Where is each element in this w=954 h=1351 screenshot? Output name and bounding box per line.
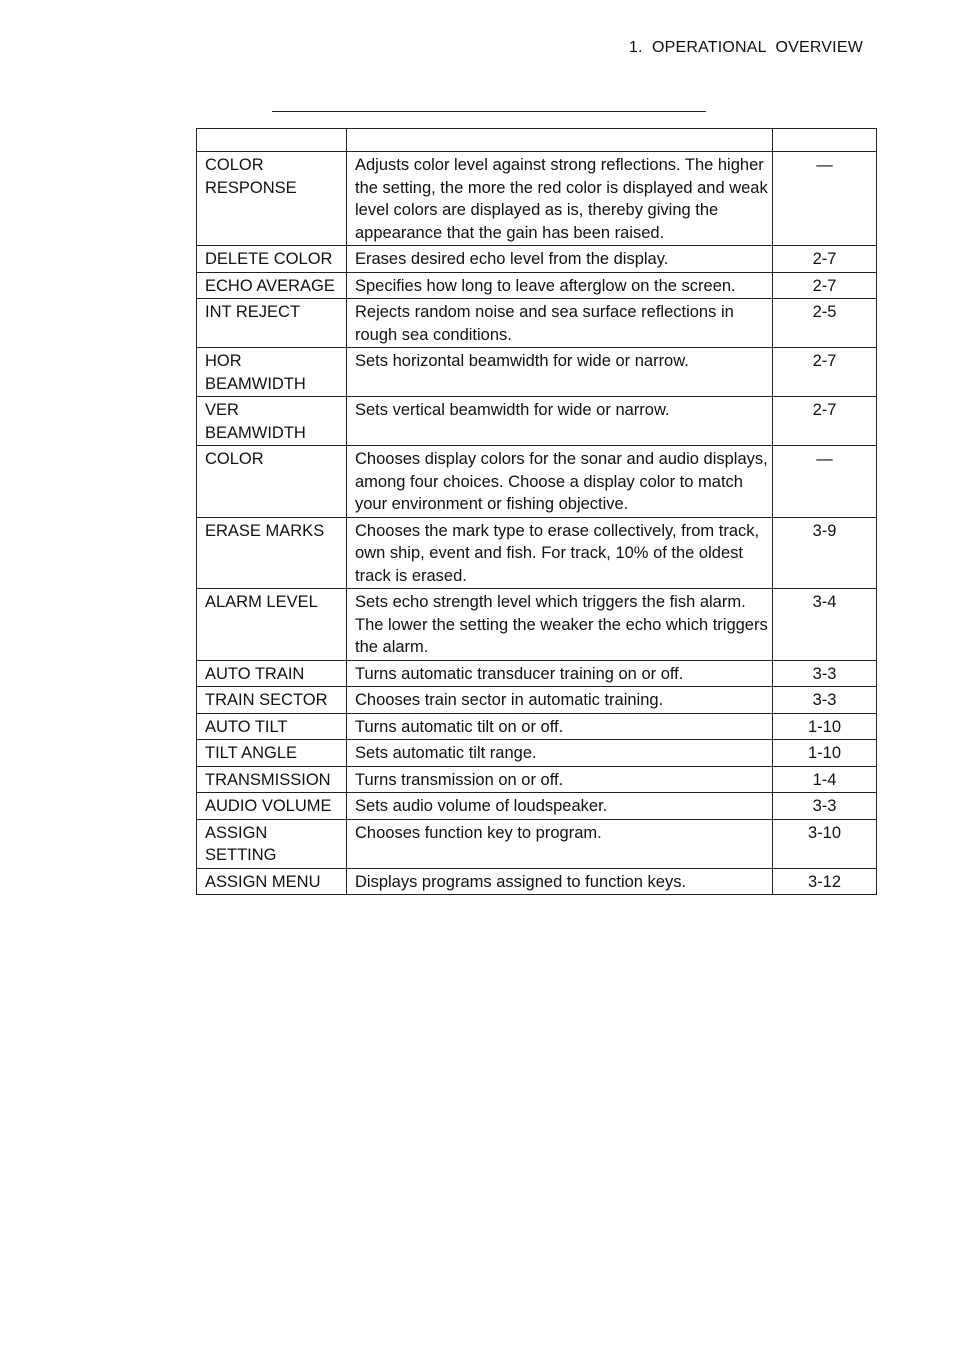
table-row — [197, 589, 877, 661]
menu-item-name: AUTO TILT — [197, 713, 347, 740]
running-header: 1. OPERATIONAL OVERVIEW — [628, 39, 863, 56]
table-row — [197, 397, 877, 446]
menu-item-name: ASSIGN MENU — [197, 868, 347, 895]
page-reference: 2-7 — [773, 397, 877, 446]
menu-description-table — [196, 128, 877, 895]
page-reference: 1-10 — [773, 713, 877, 740]
table-row — [197, 660, 877, 687]
menu-item-description: Turns automatic transducer training on or off. — [347, 660, 773, 687]
menu-item-description: Sets vertical beamwidth for wide or narrow. — [347, 397, 773, 446]
menu-item-description: Turns automatic tilt on or off. — [347, 713, 773, 740]
table-row — [197, 446, 877, 518]
page-reference: 1-4 — [773, 766, 877, 793]
page-reference: 2-5 — [773, 299, 877, 348]
menu-item-name: HOR BEAMWIDTH — [197, 348, 347, 397]
menu-item-description: Displays programs assigned to function keys. — [347, 868, 773, 895]
menu-item-description: Sets horizontal beamwidth for wide or narrow. — [347, 348, 773, 397]
table-row — [197, 517, 877, 589]
menu-item-name: ALARM LEVEL — [197, 589, 347, 661]
page-reference: 3-3 — [773, 660, 877, 687]
header-cell-page — [773, 129, 877, 152]
menu-item-name: DELETE COLOR — [197, 246, 347, 273]
page-reference: 3-3 — [773, 687, 877, 714]
table-row — [197, 246, 877, 273]
table-row — [197, 272, 877, 299]
page-reference: 1-10 — [773, 740, 877, 767]
menu-item-name: ECHO AVERAGE — [197, 272, 347, 299]
table-header-row — [197, 129, 877, 152]
menu-item-description: Chooses train sector in automatic training. — [347, 687, 773, 714]
page-reference: 2-7 — [773, 246, 877, 273]
menu-item-description: Chooses the mark type to erase collectively, from track, own ship, event and fish. For track, 10% of the oldest track is erased. — [347, 517, 773, 589]
page-reference: 3-4 — [773, 589, 877, 661]
table-row — [197, 299, 877, 348]
menu-item-name: COLOR — [197, 446, 347, 518]
page-reference: 2-7 — [773, 348, 877, 397]
page-reference: 3-9 — [773, 517, 877, 589]
table-row — [197, 740, 877, 767]
table-row — [197, 793, 877, 820]
table-row — [197, 868, 877, 895]
menu-item-name: TILT ANGLE — [197, 740, 347, 767]
menu-item-name: ASSIGN SETTING — [197, 819, 347, 868]
menu-item-description: Sets audio volume of loudspeaker. — [347, 793, 773, 820]
menu-item-name: TRANSMISSION — [197, 766, 347, 793]
header-cell-item — [197, 129, 347, 152]
header-cell-description — [347, 129, 773, 152]
table-row — [197, 152, 877, 246]
page-reference: 2-7 — [773, 272, 877, 299]
menu-item-description: Chooses display colors for the sonar and audio displays, among four choices. Choose a display color to match your environment or fishing objective. — [347, 446, 773, 518]
page-reference: — — [773, 446, 877, 518]
menu-item-description: Specifies how long to leave afterglow on the screen. — [347, 272, 773, 299]
table-row — [197, 713, 877, 740]
menu-item-name: AUTO TRAIN — [197, 660, 347, 687]
table-row — [197, 819, 877, 868]
table-row — [197, 687, 877, 714]
page-reference: 3-3 — [773, 793, 877, 820]
menu-item-description: Rejects random noise and sea surface reflections in rough sea conditions. — [347, 299, 773, 348]
menu-item-description: Sets automatic tilt range. — [347, 740, 773, 767]
page-reference: 3-10 — [773, 819, 877, 868]
menu-item-description: Adjusts color level against strong reflections. The higher the setting, the more the red color is displayed and weak level colors are displayed as is, thereby giving the appearance that the gain has been raised. — [347, 152, 773, 246]
menu-item-description: Sets echo strength level which triggers the fish alarm. The lower the setting the weaker the echo which triggers the alarm. — [347, 589, 773, 661]
page-reference: — — [773, 152, 877, 246]
table-row — [197, 766, 877, 793]
menu-item-name: VER BEAMWIDTH — [197, 397, 347, 446]
menu-item-description: Turns transmission on or off. — [347, 766, 773, 793]
menu-item-name: ERASE MARKS — [197, 517, 347, 589]
menu-item-name: COLOR RESPONSE — [197, 152, 347, 246]
title-underline — [272, 111, 706, 112]
menu-item-name: INT REJECT — [197, 299, 347, 348]
menu-item-description: Erases desired echo level from the display. — [347, 246, 773, 273]
table-row — [197, 348, 877, 397]
menu-item-name: TRAIN SECTOR — [197, 687, 347, 714]
page-reference: 3-12 — [773, 868, 877, 895]
menu-item-description: Chooses function key to program. — [347, 819, 773, 868]
menu-item-name: AUDIO VOLUME — [197, 793, 347, 820]
